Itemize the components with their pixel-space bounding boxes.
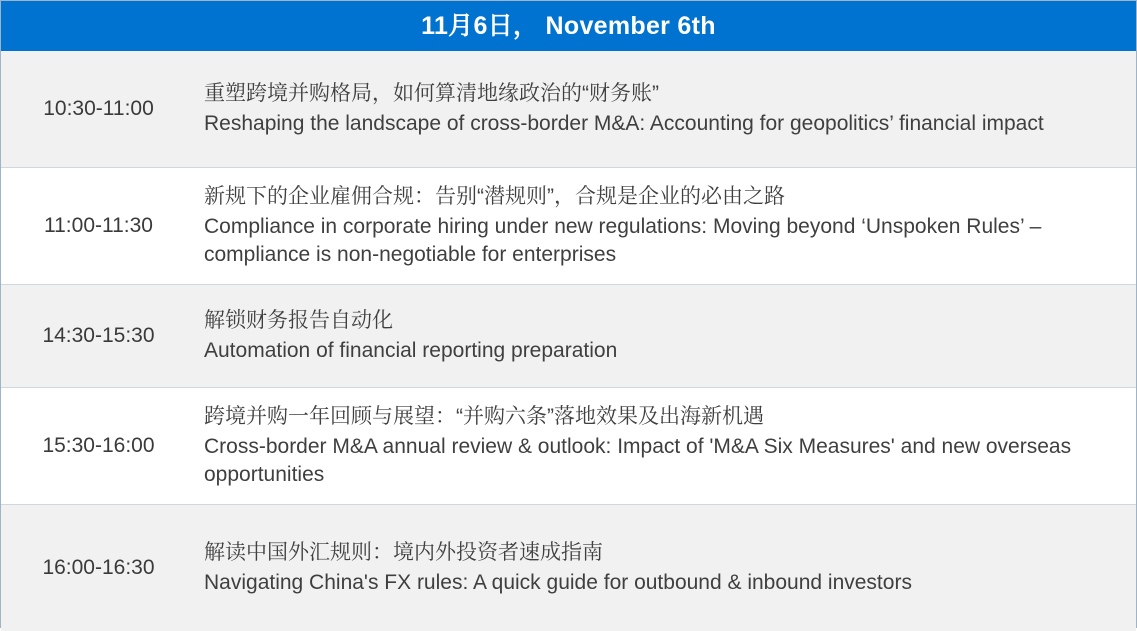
agenda-rows <box>1 51 1136 631</box>
session-title-cn: 解读中国外汇规则：境内外投资者速成指南 <box>204 540 603 564</box>
session-title-en: Compliance in corporate hiring under new regulations: Moving beyond ‘Unspoken Rules’ – compliance is non-negotiable for enterprises <box>204 215 1042 267</box>
session-title-en: Cross-border M&A annual review & outlook: Impact of 'M&A Six Measures' and new overseas opportunities <box>204 435 1072 487</box>
session-title-en: Automation of financial reporting preparation <box>204 339 618 363</box>
table-row <box>1 285 1136 388</box>
session-details <box>196 505 1136 631</box>
session-details <box>196 51 1136 167</box>
session-title-cn: 跨境并购一年回顾与展望：“并购六条”落地效果及出海新机遇 <box>204 404 764 428</box>
session-time: 16:00-16:30 <box>42 556 155 579</box>
session-details <box>196 168 1136 284</box>
session-title-cn: 新规下的企业雇佣合规：告别“潜规则”，合规是企业的必由之路 <box>204 184 785 208</box>
session-title-en: Reshaping the landscape of cross-border M&A: Accounting for geopolitics’ financial impact <box>204 112 1044 136</box>
session-time: 14:30-15:30 <box>42 324 155 347</box>
session-details <box>196 285 1136 387</box>
session-time: 10:30-11:00 <box>43 97 154 120</box>
agenda-date-header: 11月6日， November 6th <box>1 1 1136 51</box>
session-title-cn: 解锁财务报告自动化 <box>204 308 393 332</box>
session-title-cn: 重塑跨境并购格局，如何算清地缘政治的“财务账” <box>204 81 659 105</box>
table-row <box>1 388 1136 505</box>
table-row <box>1 168 1136 285</box>
session-time: 11:00-11:30 <box>44 214 153 237</box>
session-details <box>196 388 1136 504</box>
table-row <box>1 505 1136 631</box>
session-time: 15:30-16:00 <box>42 434 155 457</box>
table-row <box>1 51 1136 168</box>
session-title-en: Navigating China's FX rules: A quick guide for outbound & inbound investors <box>204 571 912 595</box>
